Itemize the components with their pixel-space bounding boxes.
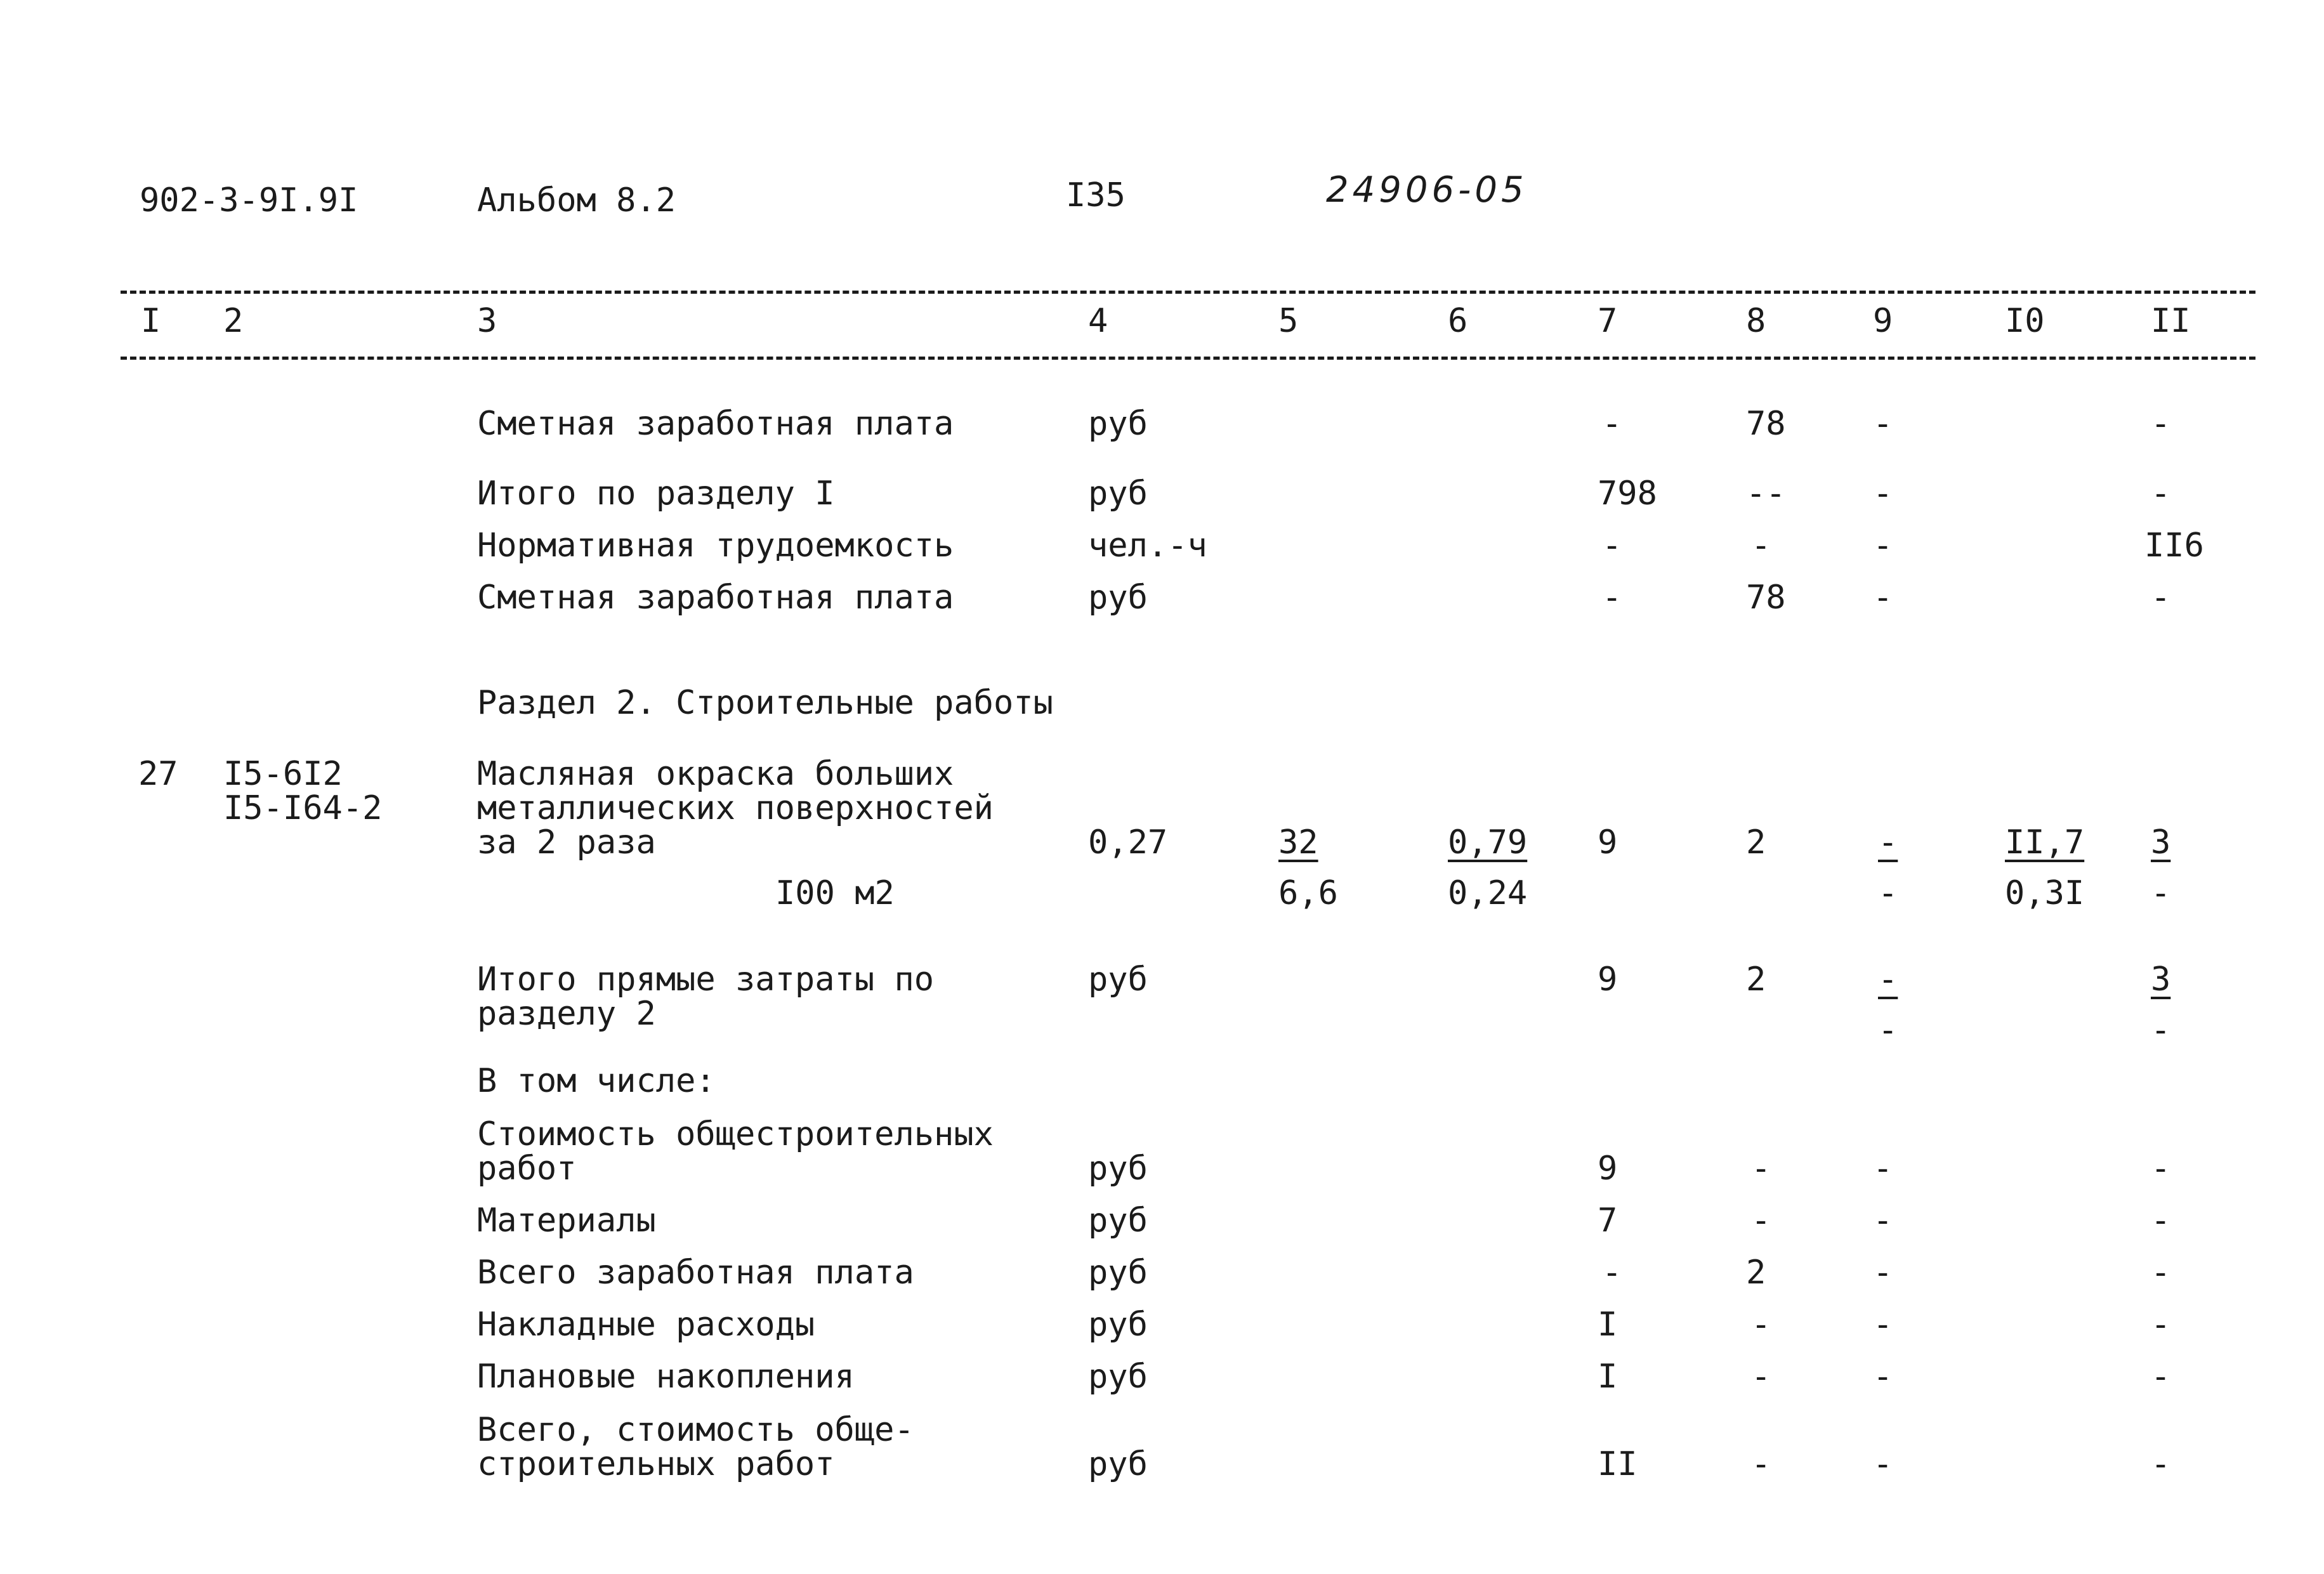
breakdown-col7: I <box>1598 1358 1618 1396</box>
row-col7: - <box>1602 405 1622 443</box>
item-col5-top: 32 <box>1278 823 1318 862</box>
row-col8: 78 <box>1746 405 1786 443</box>
row-col9: - <box>1873 405 1893 443</box>
breakdown-name-line: Всего, стоимость обще- <box>477 1411 914 1449</box>
breakdown-col8: - <box>1751 1445 1771 1483</box>
row-col7: - <box>1602 579 1622 617</box>
breakdown-col11: - <box>2151 1202 2171 1240</box>
item-name-line: за 2 раза <box>477 823 656 862</box>
col-header-11: II <box>2151 302 2191 340</box>
row-name: Нормативная трудоемкость <box>477 527 954 565</box>
total-col8: 2 <box>1746 961 1766 999</box>
total-name-line: Итого прямые затраты по <box>477 961 935 999</box>
breakdown-col8: - <box>1751 1202 1771 1240</box>
col-header-6: 6 <box>1448 302 1468 340</box>
total-col9-bottom: - <box>1878 1011 1898 1049</box>
row-unit: руб <box>1088 405 1148 443</box>
total-col11-bottom: - <box>2151 1011 2171 1049</box>
row-col9: - <box>1873 527 1893 565</box>
total-name-line: разделу 2 <box>477 995 656 1033</box>
row-name: Сметная заработная плата <box>477 405 954 443</box>
row-name: Итого по разделу I <box>477 475 835 513</box>
breakdown-col7: II <box>1598 1445 1638 1483</box>
col-header-8: 8 <box>1746 302 1766 340</box>
row-unit: руб <box>1088 475 1148 513</box>
total-unit: руб <box>1088 961 1148 999</box>
col-header-2: 2 <box>223 302 244 340</box>
row-col11: - <box>2151 475 2171 513</box>
breakdown-col9: - <box>1873 1254 1893 1292</box>
header-rule-bottom <box>121 357 2255 360</box>
row-col11: - <box>2151 405 2171 443</box>
handwritten-number: 24906-05 <box>1326 169 1528 211</box>
item-col4: 0,27 <box>1088 823 1168 862</box>
breakdown-col8: - <box>1751 1358 1771 1396</box>
item-name-line: Масляная окраска больших <box>477 755 954 793</box>
header-rule-top <box>121 291 2255 294</box>
row-name: Сметная заработная плата <box>477 579 954 617</box>
item-col10-bottom: 0,3I <box>2005 874 2085 912</box>
col-header-7: 7 <box>1598 302 1618 340</box>
breakdown-col9: - <box>1873 1445 1893 1483</box>
breakdown-name-line: строительных работ <box>477 1445 835 1483</box>
breakdown-unit: руб <box>1088 1150 1148 1188</box>
breakdown-col11: - <box>2151 1150 2171 1188</box>
breakdown-name-line: Плановые накопления <box>477 1358 855 1396</box>
breakdown-unit: руб <box>1088 1358 1148 1396</box>
col-header-9: 9 <box>1873 302 1893 340</box>
row-col11: II6 <box>2144 527 2204 565</box>
section-title: Раздел 2. Строительные работы <box>477 684 1053 722</box>
breakdown-col7: 9 <box>1598 1150 1618 1188</box>
breakdown-col11: - <box>2151 1445 2171 1483</box>
breakdown-unit: руб <box>1088 1306 1148 1344</box>
breakdown-name-line: Накладные расходы <box>477 1306 815 1344</box>
col-header-1: I <box>141 302 161 340</box>
breakdown-unit: руб <box>1088 1445 1148 1483</box>
album-label: Альбом 8.2 <box>477 181 676 220</box>
row-col8: - <box>1751 527 1771 565</box>
item-col6-bottom: 0,24 <box>1448 874 1528 912</box>
col-header-3: 3 <box>477 302 497 340</box>
including-label: В том числе: <box>477 1062 716 1100</box>
breakdown-col11: - <box>2151 1254 2171 1292</box>
item-col6-top: 0,79 <box>1448 823 1528 862</box>
col-header-5: 5 <box>1278 302 1299 340</box>
breakdown-name-line: работ <box>477 1150 577 1188</box>
breakdown-col8: 2 <box>1746 1254 1766 1292</box>
row-col8: -- <box>1746 475 1786 513</box>
item-col10-top: II,7 <box>2005 823 2085 862</box>
breakdown-col8: - <box>1751 1306 1771 1344</box>
page-number: I35 <box>1066 176 1126 214</box>
col-header-4: 4 <box>1088 302 1108 340</box>
breakdown-col7: I <box>1598 1306 1618 1344</box>
row-col9: - <box>1873 475 1893 513</box>
total-col11-top: 3 <box>2151 961 2171 999</box>
item-name-line: металлических поверхностей <box>477 789 994 827</box>
breakdown-col11: - <box>2151 1358 2171 1396</box>
col-header-10: I0 <box>2005 302 2045 340</box>
total-col9-top: - <box>1878 961 1898 999</box>
item-col8: 2 <box>1746 823 1766 862</box>
row-col9: - <box>1873 579 1893 617</box>
breakdown-col11: - <box>2151 1306 2171 1344</box>
item-number: 27 <box>138 755 178 793</box>
breakdown-name-line: Материалы <box>477 1202 656 1240</box>
row-col8: 78 <box>1746 579 1786 617</box>
breakdown-col7: 7 <box>1598 1202 1618 1240</box>
breakdown-name-line: Стоимость общестроительных <box>477 1115 994 1153</box>
total-col7: 9 <box>1598 961 1618 999</box>
item-col7: 9 <box>1598 823 1618 862</box>
item-unit: I00 м2 <box>775 874 895 912</box>
item-col11-top: 3 <box>2151 823 2171 862</box>
breakdown-col9: - <box>1873 1306 1893 1344</box>
breakdown-unit: руб <box>1088 1254 1148 1292</box>
item-code: I5-I64-2 <box>223 789 383 827</box>
item-col9-bottom: - <box>1878 874 1898 912</box>
breakdown-col9: - <box>1873 1202 1893 1240</box>
row-col7: 798 <box>1598 475 1657 513</box>
item-col11-bottom: - <box>2151 874 2171 912</box>
breakdown-col9: - <box>1873 1150 1893 1188</box>
row-col11: - <box>2151 579 2171 617</box>
item-code: I5-6I2 <box>223 755 343 793</box>
breakdown-name-line: Всего заработная плата <box>477 1254 914 1292</box>
item-col5-bottom: 6,6 <box>1278 874 1338 912</box>
breakdown-col7: - <box>1602 1254 1622 1292</box>
breakdown-col9: - <box>1873 1358 1893 1396</box>
row-unit: чел.-ч <box>1088 527 1207 565</box>
breakdown-unit: руб <box>1088 1202 1148 1240</box>
row-col7: - <box>1602 527 1622 565</box>
doc-code: 902-3-9I.9I <box>140 181 358 220</box>
row-unit: руб <box>1088 579 1148 617</box>
breakdown-col8: - <box>1751 1150 1771 1188</box>
item-col9-top: - <box>1878 823 1898 862</box>
